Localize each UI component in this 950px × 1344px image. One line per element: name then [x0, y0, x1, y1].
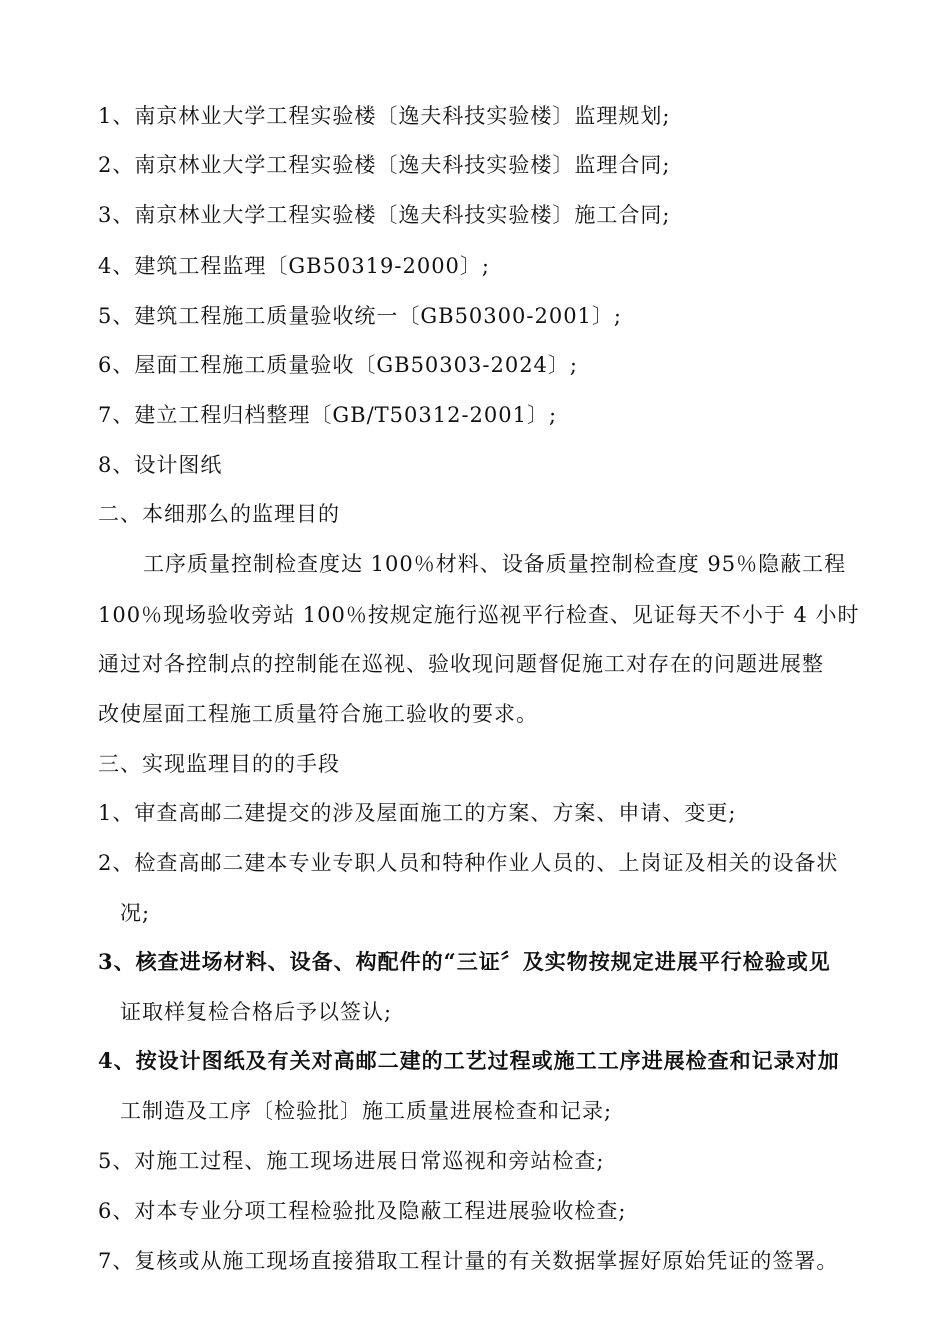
reference-item-2: 2、南京林业大学工程实验楼〔逸夫科技实验楼〕监理合同; — [98, 153, 671, 177]
means-item-6: 6、对本专业分项工程检验批及隐蔽工程进展验收检查; — [98, 1199, 627, 1223]
means-item-1: 1、审查高邮二建提交的涉及屋面施工的方案、方案、申请、变更; — [98, 801, 737, 825]
objectives-paragraph-line-1: 工序质量控制检查度达 100％材料、设备质量控制检查度 95％隐蔽工程 — [143, 552, 847, 576]
means-item-3-continued: 证取样复检合格后予以签认; — [120, 1000, 393, 1024]
means-item-3: 3、核查进场材料、设备、构配件的“三证〞及实物按规定进展平行检验或见 — [98, 949, 831, 974]
means-item-5: 5、对施工过程、施工现场进展日常巡视和旁站检查; — [98, 1149, 605, 1173]
reference-item-4: 4、建筑工程监理〔GB50319-2000〕; — [98, 254, 490, 278]
objectives-paragraph-line-4: 改使屋面工程施工质量符合施工验收的要求。 — [98, 702, 538, 726]
reference-item-3: 3、南京林业大学工程实验楼〔逸夫科技实验楼〕施工合同; — [98, 203, 671, 227]
reference-item-6: 6、屋面工程施工质量验收〔GB50303-2024〕; — [98, 353, 578, 377]
section-heading-means: 三、实现监理目的的手段 — [98, 752, 340, 776]
means-item-4-continued: 工制造及工序〔检验批〕施工质量进展检查和记录; — [120, 1099, 613, 1123]
objectives-paragraph-line-2: 100％现场验收旁站 100％按规定施行巡视平行检查、见证每天不小于 4 小时 — [98, 603, 860, 627]
means-item-2: 2、检查高邮二建本专业专职人员和特种作业人员的、上岗证及相关的设备状 — [98, 851, 839, 875]
reference-item-8: 8、设计图纸 — [98, 453, 223, 477]
section-heading-objectives: 二、本细那么的监理目的 — [98, 502, 340, 526]
objectives-paragraph-line-3: 通过对各控制点的控制能在巡视、验收现问题督促施工对存在的问题进展整 — [98, 652, 824, 676]
reference-item-5: 5、建筑工程施工质量验收统一〔GB50300-2001〕; — [98, 304, 622, 328]
means-item-4: 4、按设计图纸及有关对高邮二建的工艺过程或施工工序进展检查和记录对加 — [98, 1048, 840, 1073]
reference-item-7: 7、建立工程归档整理〔GB/T50312-2001〕; — [98, 403, 558, 427]
reference-item-1: 1、南京林业大学工程实验楼〔逸夫科技实验楼〕监理规划; — [98, 104, 671, 128]
means-item-7: 7、复核或从施工现场直接猎取工程计量的有关数据掌握好原始凭证的签署。 — [98, 1249, 839, 1273]
means-item-2-continued: 况; — [120, 901, 151, 925]
